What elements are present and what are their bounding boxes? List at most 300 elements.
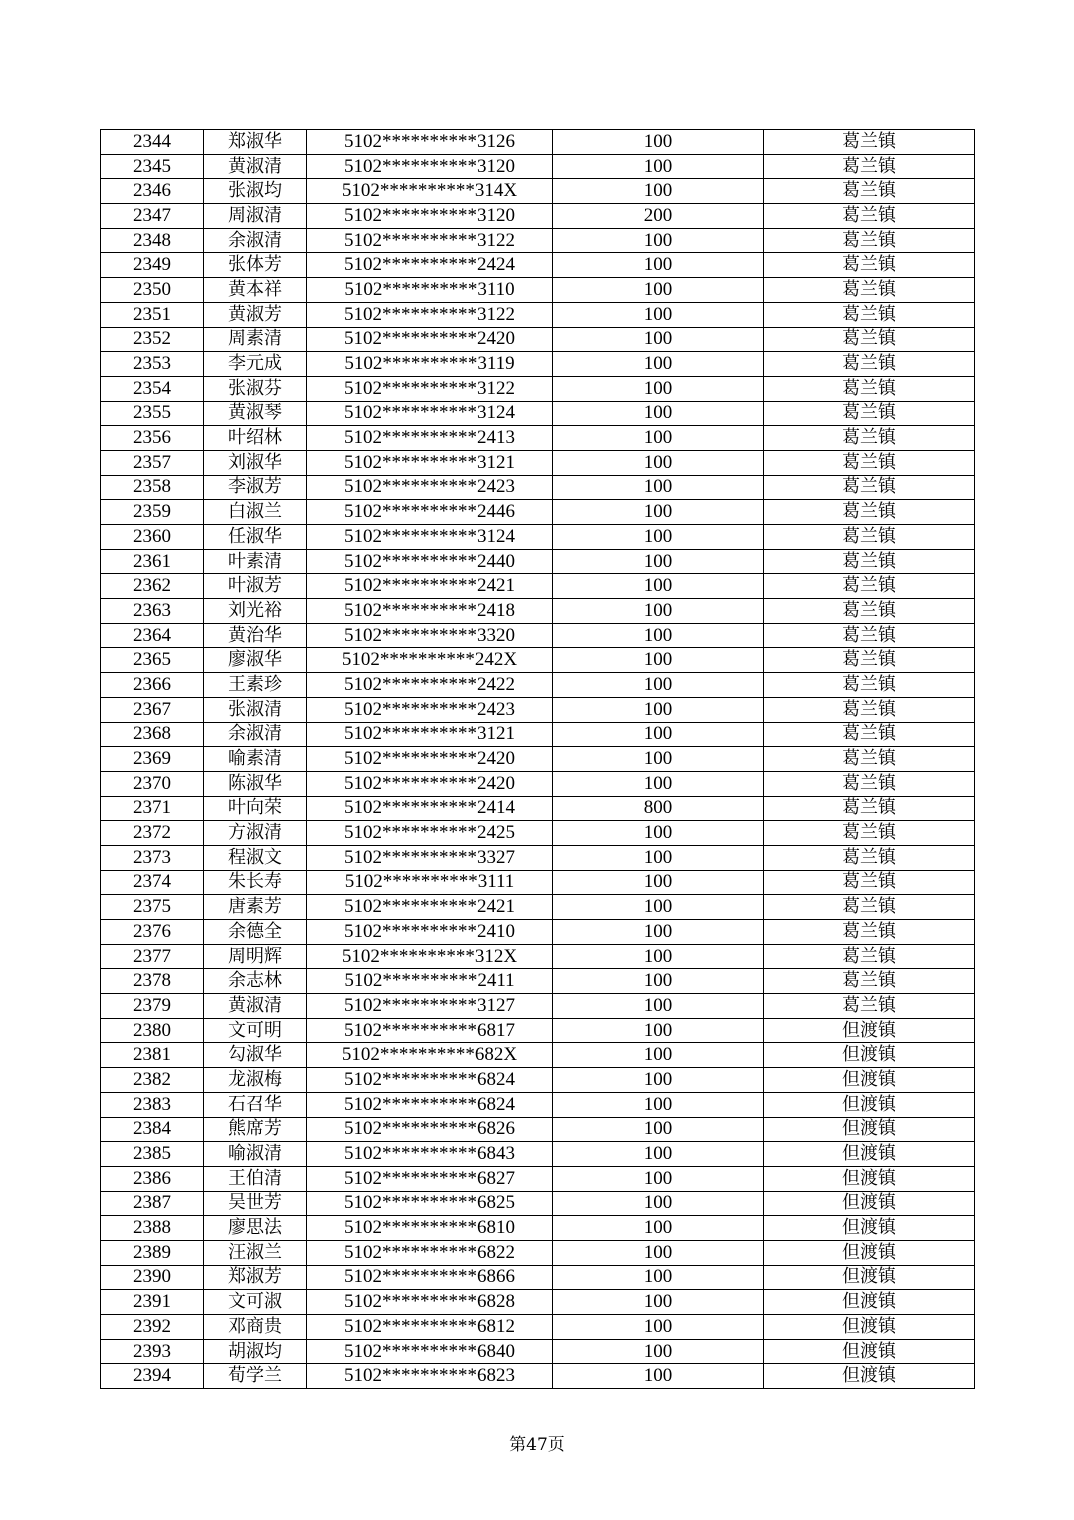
name-cell: 汪淑兰 — [204, 1240, 307, 1265]
id-number-cell: 5102**********2420 — [307, 771, 553, 796]
amount-cell: 100 — [553, 648, 764, 673]
id-number-cell: 5102**********6825 — [307, 1191, 553, 1216]
row-number-cell: 2345 — [101, 154, 204, 179]
amount-cell: 100 — [553, 228, 764, 253]
amount-cell: 100 — [553, 1142, 764, 1167]
id-number-cell: 5102**********3119 — [307, 352, 553, 377]
table-row — [101, 1216, 975, 1241]
row-number-cell: 2364 — [101, 623, 204, 648]
table-row — [101, 130, 975, 155]
table-row — [101, 1364, 975, 1389]
id-number-cell: 5102**********6823 — [307, 1364, 553, 1389]
name-cell: 张体芳 — [204, 253, 307, 278]
town-cell: 但渡镇 — [764, 1092, 975, 1117]
row-number-cell: 2366 — [101, 673, 204, 698]
row-number-cell: 2389 — [101, 1240, 204, 1265]
table-row — [101, 920, 975, 945]
id-number-cell: 5102**********3121 — [307, 450, 553, 475]
row-number-cell: 2355 — [101, 401, 204, 426]
town-cell: 葛兰镇 — [764, 747, 975, 772]
town-cell: 葛兰镇 — [764, 969, 975, 994]
row-number-cell: 2381 — [101, 1043, 204, 1068]
town-cell: 但渡镇 — [764, 1240, 975, 1265]
name-cell: 黄淑琴 — [204, 401, 307, 426]
id-number-cell: 5102**********6812 — [307, 1315, 553, 1340]
amount-cell: 100 — [553, 623, 764, 648]
id-number-cell: 5102**********682X — [307, 1043, 553, 1068]
amount-cell: 100 — [553, 401, 764, 426]
amount-cell: 100 — [553, 1265, 764, 1290]
amount-cell: 100 — [553, 722, 764, 747]
town-cell: 葛兰镇 — [764, 673, 975, 698]
row-number-cell: 2351 — [101, 302, 204, 327]
table-row — [101, 549, 975, 574]
table-row — [101, 1117, 975, 1142]
name-cell: 白淑兰 — [204, 500, 307, 525]
row-number-cell: 2369 — [101, 747, 204, 772]
id-number-cell: 5102**********2418 — [307, 599, 553, 624]
town-cell: 葛兰镇 — [764, 895, 975, 920]
table-row — [101, 426, 975, 451]
id-number-cell: 5102**********2423 — [307, 475, 553, 500]
town-cell: 葛兰镇 — [764, 426, 975, 451]
amount-cell: 100 — [553, 302, 764, 327]
amount-cell: 100 — [553, 994, 764, 1019]
id-number-cell: 5102**********3120 — [307, 154, 553, 179]
id-number-cell: 5102**********3122 — [307, 376, 553, 401]
id-number-cell: 5102**********2421 — [307, 574, 553, 599]
town-cell: 葛兰镇 — [764, 771, 975, 796]
name-cell: 李元成 — [204, 352, 307, 377]
town-cell: 但渡镇 — [764, 1191, 975, 1216]
row-number-cell: 2353 — [101, 352, 204, 377]
row-number-cell: 2365 — [101, 648, 204, 673]
name-cell: 周明辉 — [204, 944, 307, 969]
id-number-cell: 5102**********6840 — [307, 1339, 553, 1364]
table-row — [101, 525, 975, 550]
table-row — [101, 1191, 975, 1216]
amount-cell: 100 — [553, 697, 764, 722]
id-number-cell: 5102**********3120 — [307, 204, 553, 229]
id-number-cell: 5102**********2422 — [307, 673, 553, 698]
amount-cell: 100 — [553, 1018, 764, 1043]
id-number-cell: 5102**********242X — [307, 648, 553, 673]
town-cell: 葛兰镇 — [764, 697, 975, 722]
town-cell: 葛兰镇 — [764, 549, 975, 574]
name-cell: 石召华 — [204, 1092, 307, 1117]
town-cell: 但渡镇 — [764, 1315, 975, 1340]
id-number-cell: 5102**********6826 — [307, 1117, 553, 1142]
name-cell: 龙淑梅 — [204, 1068, 307, 1093]
amount-cell: 100 — [553, 450, 764, 475]
town-cell: 葛兰镇 — [764, 130, 975, 155]
name-cell: 郑淑华 — [204, 130, 307, 155]
amount-cell: 100 — [553, 376, 764, 401]
name-cell: 周淑清 — [204, 204, 307, 229]
row-number-cell: 2384 — [101, 1117, 204, 1142]
row-number-cell: 2387 — [101, 1191, 204, 1216]
amount-cell: 100 — [553, 179, 764, 204]
row-number-cell: 2391 — [101, 1290, 204, 1315]
table-row — [101, 278, 975, 303]
id-number-cell: 5102**********3126 — [307, 130, 553, 155]
id-number-cell: 5102**********3127 — [307, 994, 553, 1019]
table-row — [101, 969, 975, 994]
amount-cell: 100 — [553, 599, 764, 624]
row-number-cell: 2358 — [101, 475, 204, 500]
table-row — [101, 302, 975, 327]
name-cell: 王伯清 — [204, 1166, 307, 1191]
town-cell: 葛兰镇 — [764, 920, 975, 945]
name-cell: 张淑芬 — [204, 376, 307, 401]
id-number-cell: 5102**********2413 — [307, 426, 553, 451]
amount-cell: 100 — [553, 1290, 764, 1315]
amount-cell: 800 — [553, 796, 764, 821]
table-row — [101, 154, 975, 179]
row-number-cell: 2382 — [101, 1068, 204, 1093]
amount-cell: 100 — [553, 574, 764, 599]
row-number-cell: 2347 — [101, 204, 204, 229]
name-cell: 李淑芳 — [204, 475, 307, 500]
row-number-cell: 2367 — [101, 697, 204, 722]
table-row — [101, 747, 975, 772]
name-cell: 张淑均 — [204, 179, 307, 204]
amount-cell: 100 — [553, 845, 764, 870]
id-number-cell: 5102**********3124 — [307, 401, 553, 426]
name-cell: 余德全 — [204, 920, 307, 945]
name-cell: 刘淑华 — [204, 450, 307, 475]
town-cell: 葛兰镇 — [764, 994, 975, 1019]
town-cell: 葛兰镇 — [764, 228, 975, 253]
name-cell: 文可淑 — [204, 1290, 307, 1315]
amount-cell: 100 — [553, 1043, 764, 1068]
row-number-cell: 2363 — [101, 599, 204, 624]
table-row — [101, 771, 975, 796]
name-cell: 余淑清 — [204, 228, 307, 253]
table-row — [101, 1092, 975, 1117]
town-cell: 但渡镇 — [764, 1339, 975, 1364]
name-cell: 任淑华 — [204, 525, 307, 550]
table-row — [101, 673, 975, 698]
table-row — [101, 1018, 975, 1043]
row-number-cell: 2356 — [101, 426, 204, 451]
name-cell: 郑淑芳 — [204, 1265, 307, 1290]
row-number-cell: 2352 — [101, 327, 204, 352]
row-number-cell: 2349 — [101, 253, 204, 278]
table-row — [101, 994, 975, 1019]
row-number-cell: 2375 — [101, 895, 204, 920]
id-number-cell: 5102**********3124 — [307, 525, 553, 550]
row-number-cell: 2378 — [101, 969, 204, 994]
row-number-cell: 2383 — [101, 1092, 204, 1117]
row-number-cell: 2385 — [101, 1142, 204, 1167]
table-row — [101, 648, 975, 673]
row-number-cell: 2348 — [101, 228, 204, 253]
town-cell: 葛兰镇 — [764, 870, 975, 895]
amount-cell: 100 — [553, 1166, 764, 1191]
table-row — [101, 228, 975, 253]
id-number-cell: 5102**********2424 — [307, 253, 553, 278]
name-cell: 叶绍林 — [204, 426, 307, 451]
table-row — [101, 376, 975, 401]
row-number-cell: 2370 — [101, 771, 204, 796]
town-cell: 葛兰镇 — [764, 376, 975, 401]
name-cell: 廖淑华 — [204, 648, 307, 673]
amount-cell: 100 — [553, 525, 764, 550]
town-cell: 但渡镇 — [764, 1018, 975, 1043]
table-row — [101, 1068, 975, 1093]
town-cell: 但渡镇 — [764, 1043, 975, 1068]
name-cell: 程淑文 — [204, 845, 307, 870]
id-number-cell: 5102**********3110 — [307, 278, 553, 303]
amount-cell: 100 — [553, 870, 764, 895]
table-row — [101, 1166, 975, 1191]
table-row — [101, 352, 975, 377]
amount-cell: 100 — [553, 944, 764, 969]
id-number-cell: 5102**********3320 — [307, 623, 553, 648]
row-number-cell: 2386 — [101, 1166, 204, 1191]
id-number-cell: 5102**********2420 — [307, 327, 553, 352]
amount-cell: 100 — [553, 475, 764, 500]
town-cell: 但渡镇 — [764, 1142, 975, 1167]
id-number-cell: 5102**********2421 — [307, 895, 553, 920]
roster-table-body — [101, 130, 975, 1389]
town-cell: 葛兰镇 — [764, 253, 975, 278]
table-row — [101, 1265, 975, 1290]
page-number: 第47页 — [509, 1435, 565, 1455]
table-row — [101, 450, 975, 475]
name-cell: 余志林 — [204, 969, 307, 994]
town-cell: 葛兰镇 — [764, 845, 975, 870]
table-row — [101, 870, 975, 895]
row-number-cell: 2372 — [101, 821, 204, 846]
row-number-cell: 2376 — [101, 920, 204, 945]
id-number-cell: 5102**********6843 — [307, 1142, 553, 1167]
id-number-cell: 5102**********6810 — [307, 1216, 553, 1241]
id-number-cell: 5102**********6824 — [307, 1068, 553, 1093]
row-number-cell: 2362 — [101, 574, 204, 599]
id-number-cell: 5102**********6866 — [307, 1265, 553, 1290]
id-number-cell: 5102**********6822 — [307, 1240, 553, 1265]
name-cell: 余淑清 — [204, 722, 307, 747]
table-row — [101, 253, 975, 278]
town-cell: 葛兰镇 — [764, 944, 975, 969]
town-cell: 但渡镇 — [764, 1216, 975, 1241]
town-cell: 葛兰镇 — [764, 401, 975, 426]
id-number-cell: 5102**********2446 — [307, 500, 553, 525]
row-number-cell: 2346 — [101, 179, 204, 204]
id-number-cell: 5102**********6828 — [307, 1290, 553, 1315]
amount-cell: 100 — [553, 920, 764, 945]
table-row — [101, 697, 975, 722]
town-cell: 葛兰镇 — [764, 525, 975, 550]
amount-cell: 100 — [553, 253, 764, 278]
id-number-cell: 5102**********2440 — [307, 549, 553, 574]
town-cell: 葛兰镇 — [764, 179, 975, 204]
town-cell: 但渡镇 — [764, 1117, 975, 1142]
id-number-cell: 5102**********2423 — [307, 697, 553, 722]
name-cell: 周素清 — [204, 327, 307, 352]
name-cell: 荀学兰 — [204, 1364, 307, 1389]
name-cell: 叶向荣 — [204, 796, 307, 821]
amount-cell: 100 — [553, 278, 764, 303]
row-number-cell: 2361 — [101, 549, 204, 574]
table-row — [101, 1339, 975, 1364]
row-number-cell: 2359 — [101, 500, 204, 525]
name-cell: 朱长寿 — [204, 870, 307, 895]
table-row — [101, 1315, 975, 1340]
name-cell: 刘光裕 — [204, 599, 307, 624]
table-row — [101, 821, 975, 846]
amount-cell: 100 — [553, 969, 764, 994]
table-row — [101, 845, 975, 870]
amount-cell: 100 — [553, 500, 764, 525]
amount-cell: 100 — [553, 327, 764, 352]
id-number-cell: 5102**********6827 — [307, 1166, 553, 1191]
id-number-cell: 5102**********6824 — [307, 1092, 553, 1117]
name-cell: 陈淑华 — [204, 771, 307, 796]
amount-cell: 100 — [553, 747, 764, 772]
id-number-cell: 5102**********2410 — [307, 920, 553, 945]
row-number-cell: 2350 — [101, 278, 204, 303]
town-cell: 但渡镇 — [764, 1068, 975, 1093]
town-cell: 葛兰镇 — [764, 154, 975, 179]
name-cell: 黄淑芳 — [204, 302, 307, 327]
name-cell: 吴世芳 — [204, 1191, 307, 1216]
town-cell: 葛兰镇 — [764, 574, 975, 599]
amount-cell: 100 — [553, 1364, 764, 1389]
amount-cell: 100 — [553, 771, 764, 796]
town-cell: 但渡镇 — [764, 1265, 975, 1290]
row-number-cell: 2374 — [101, 870, 204, 895]
row-number-cell: 2390 — [101, 1265, 204, 1290]
name-cell: 黄本祥 — [204, 278, 307, 303]
row-number-cell: 2377 — [101, 944, 204, 969]
table-row — [101, 895, 975, 920]
amount-cell: 100 — [553, 895, 764, 920]
table-row — [101, 722, 975, 747]
name-cell: 王素珍 — [204, 673, 307, 698]
name-cell: 文可明 — [204, 1018, 307, 1043]
id-number-cell: 5102**********3122 — [307, 228, 553, 253]
name-cell: 熊席芳 — [204, 1117, 307, 1142]
town-cell: 葛兰镇 — [764, 623, 975, 648]
table-row — [101, 1290, 975, 1315]
table-row — [101, 1240, 975, 1265]
id-number-cell: 5102**********2414 — [307, 796, 553, 821]
row-number-cell: 2354 — [101, 376, 204, 401]
amount-cell: 100 — [553, 549, 764, 574]
row-number-cell: 2344 — [101, 130, 204, 155]
row-number-cell: 2388 — [101, 1216, 204, 1241]
amount-cell: 200 — [553, 204, 764, 229]
id-number-cell: 5102**********3121 — [307, 722, 553, 747]
id-number-cell: 5102**********2411 — [307, 969, 553, 994]
id-number-cell: 5102**********3327 — [307, 845, 553, 870]
town-cell: 葛兰镇 — [764, 475, 975, 500]
amount-cell: 100 — [553, 821, 764, 846]
amount-cell: 100 — [553, 673, 764, 698]
amount-cell: 100 — [553, 1240, 764, 1265]
town-cell: 葛兰镇 — [764, 722, 975, 747]
row-number-cell: 2392 — [101, 1315, 204, 1340]
amount-cell: 100 — [553, 1339, 764, 1364]
town-cell: 葛兰镇 — [764, 821, 975, 846]
name-cell: 喻淑清 — [204, 1142, 307, 1167]
row-number-cell: 2379 — [101, 994, 204, 1019]
amount-cell: 100 — [553, 1117, 764, 1142]
town-cell: 葛兰镇 — [764, 648, 975, 673]
town-cell: 葛兰镇 — [764, 278, 975, 303]
town-cell: 葛兰镇 — [764, 302, 975, 327]
table-row — [101, 179, 975, 204]
row-number-cell: 2380 — [101, 1018, 204, 1043]
town-cell: 葛兰镇 — [764, 327, 975, 352]
town-cell: 葛兰镇 — [764, 450, 975, 475]
id-number-cell: 5102**********3111 — [307, 870, 553, 895]
row-number-cell: 2371 — [101, 796, 204, 821]
id-number-cell: 5102**********314X — [307, 179, 553, 204]
amount-cell: 100 — [553, 352, 764, 377]
table-row — [101, 327, 975, 352]
town-cell: 葛兰镇 — [764, 500, 975, 525]
roster-table — [100, 129, 975, 1389]
row-number-cell: 2357 — [101, 450, 204, 475]
table-row — [101, 204, 975, 229]
name-cell: 喻素清 — [204, 747, 307, 772]
table-row — [101, 1043, 975, 1068]
table-row — [101, 796, 975, 821]
town-cell: 葛兰镇 — [764, 599, 975, 624]
table-row — [101, 599, 975, 624]
id-number-cell: 5102**********6817 — [307, 1018, 553, 1043]
row-number-cell: 2368 — [101, 722, 204, 747]
table-row — [101, 1142, 975, 1167]
amount-cell: 100 — [553, 1092, 764, 1117]
name-cell: 廖思法 — [204, 1216, 307, 1241]
name-cell: 叶素清 — [204, 549, 307, 574]
name-cell: 黄淑清 — [204, 154, 307, 179]
id-number-cell: 5102**********2425 — [307, 821, 553, 846]
name-cell: 叶淑芳 — [204, 574, 307, 599]
table-row — [101, 623, 975, 648]
name-cell: 方淑清 — [204, 821, 307, 846]
table-row — [101, 944, 975, 969]
name-cell: 邓商贵 — [204, 1315, 307, 1340]
town-cell: 但渡镇 — [764, 1290, 975, 1315]
amount-cell: 100 — [553, 426, 764, 451]
amount-cell: 100 — [553, 1216, 764, 1241]
name-cell: 黄治华 — [204, 623, 307, 648]
amount-cell: 100 — [553, 130, 764, 155]
id-number-cell: 5102**********2420 — [307, 747, 553, 772]
table-row — [101, 475, 975, 500]
name-cell: 勾淑华 — [204, 1043, 307, 1068]
id-number-cell: 5102**********3122 — [307, 302, 553, 327]
row-number-cell: 2373 — [101, 845, 204, 870]
table-row — [101, 500, 975, 525]
row-number-cell: 2360 — [101, 525, 204, 550]
row-number-cell: 2394 — [101, 1364, 204, 1389]
table-row — [101, 401, 975, 426]
amount-cell: 100 — [553, 1315, 764, 1340]
town-cell: 葛兰镇 — [764, 204, 975, 229]
town-cell: 但渡镇 — [764, 1166, 975, 1191]
name-cell: 黄淑清 — [204, 994, 307, 1019]
town-cell: 但渡镇 — [764, 1364, 975, 1389]
town-cell: 葛兰镇 — [764, 796, 975, 821]
amount-cell: 100 — [553, 154, 764, 179]
